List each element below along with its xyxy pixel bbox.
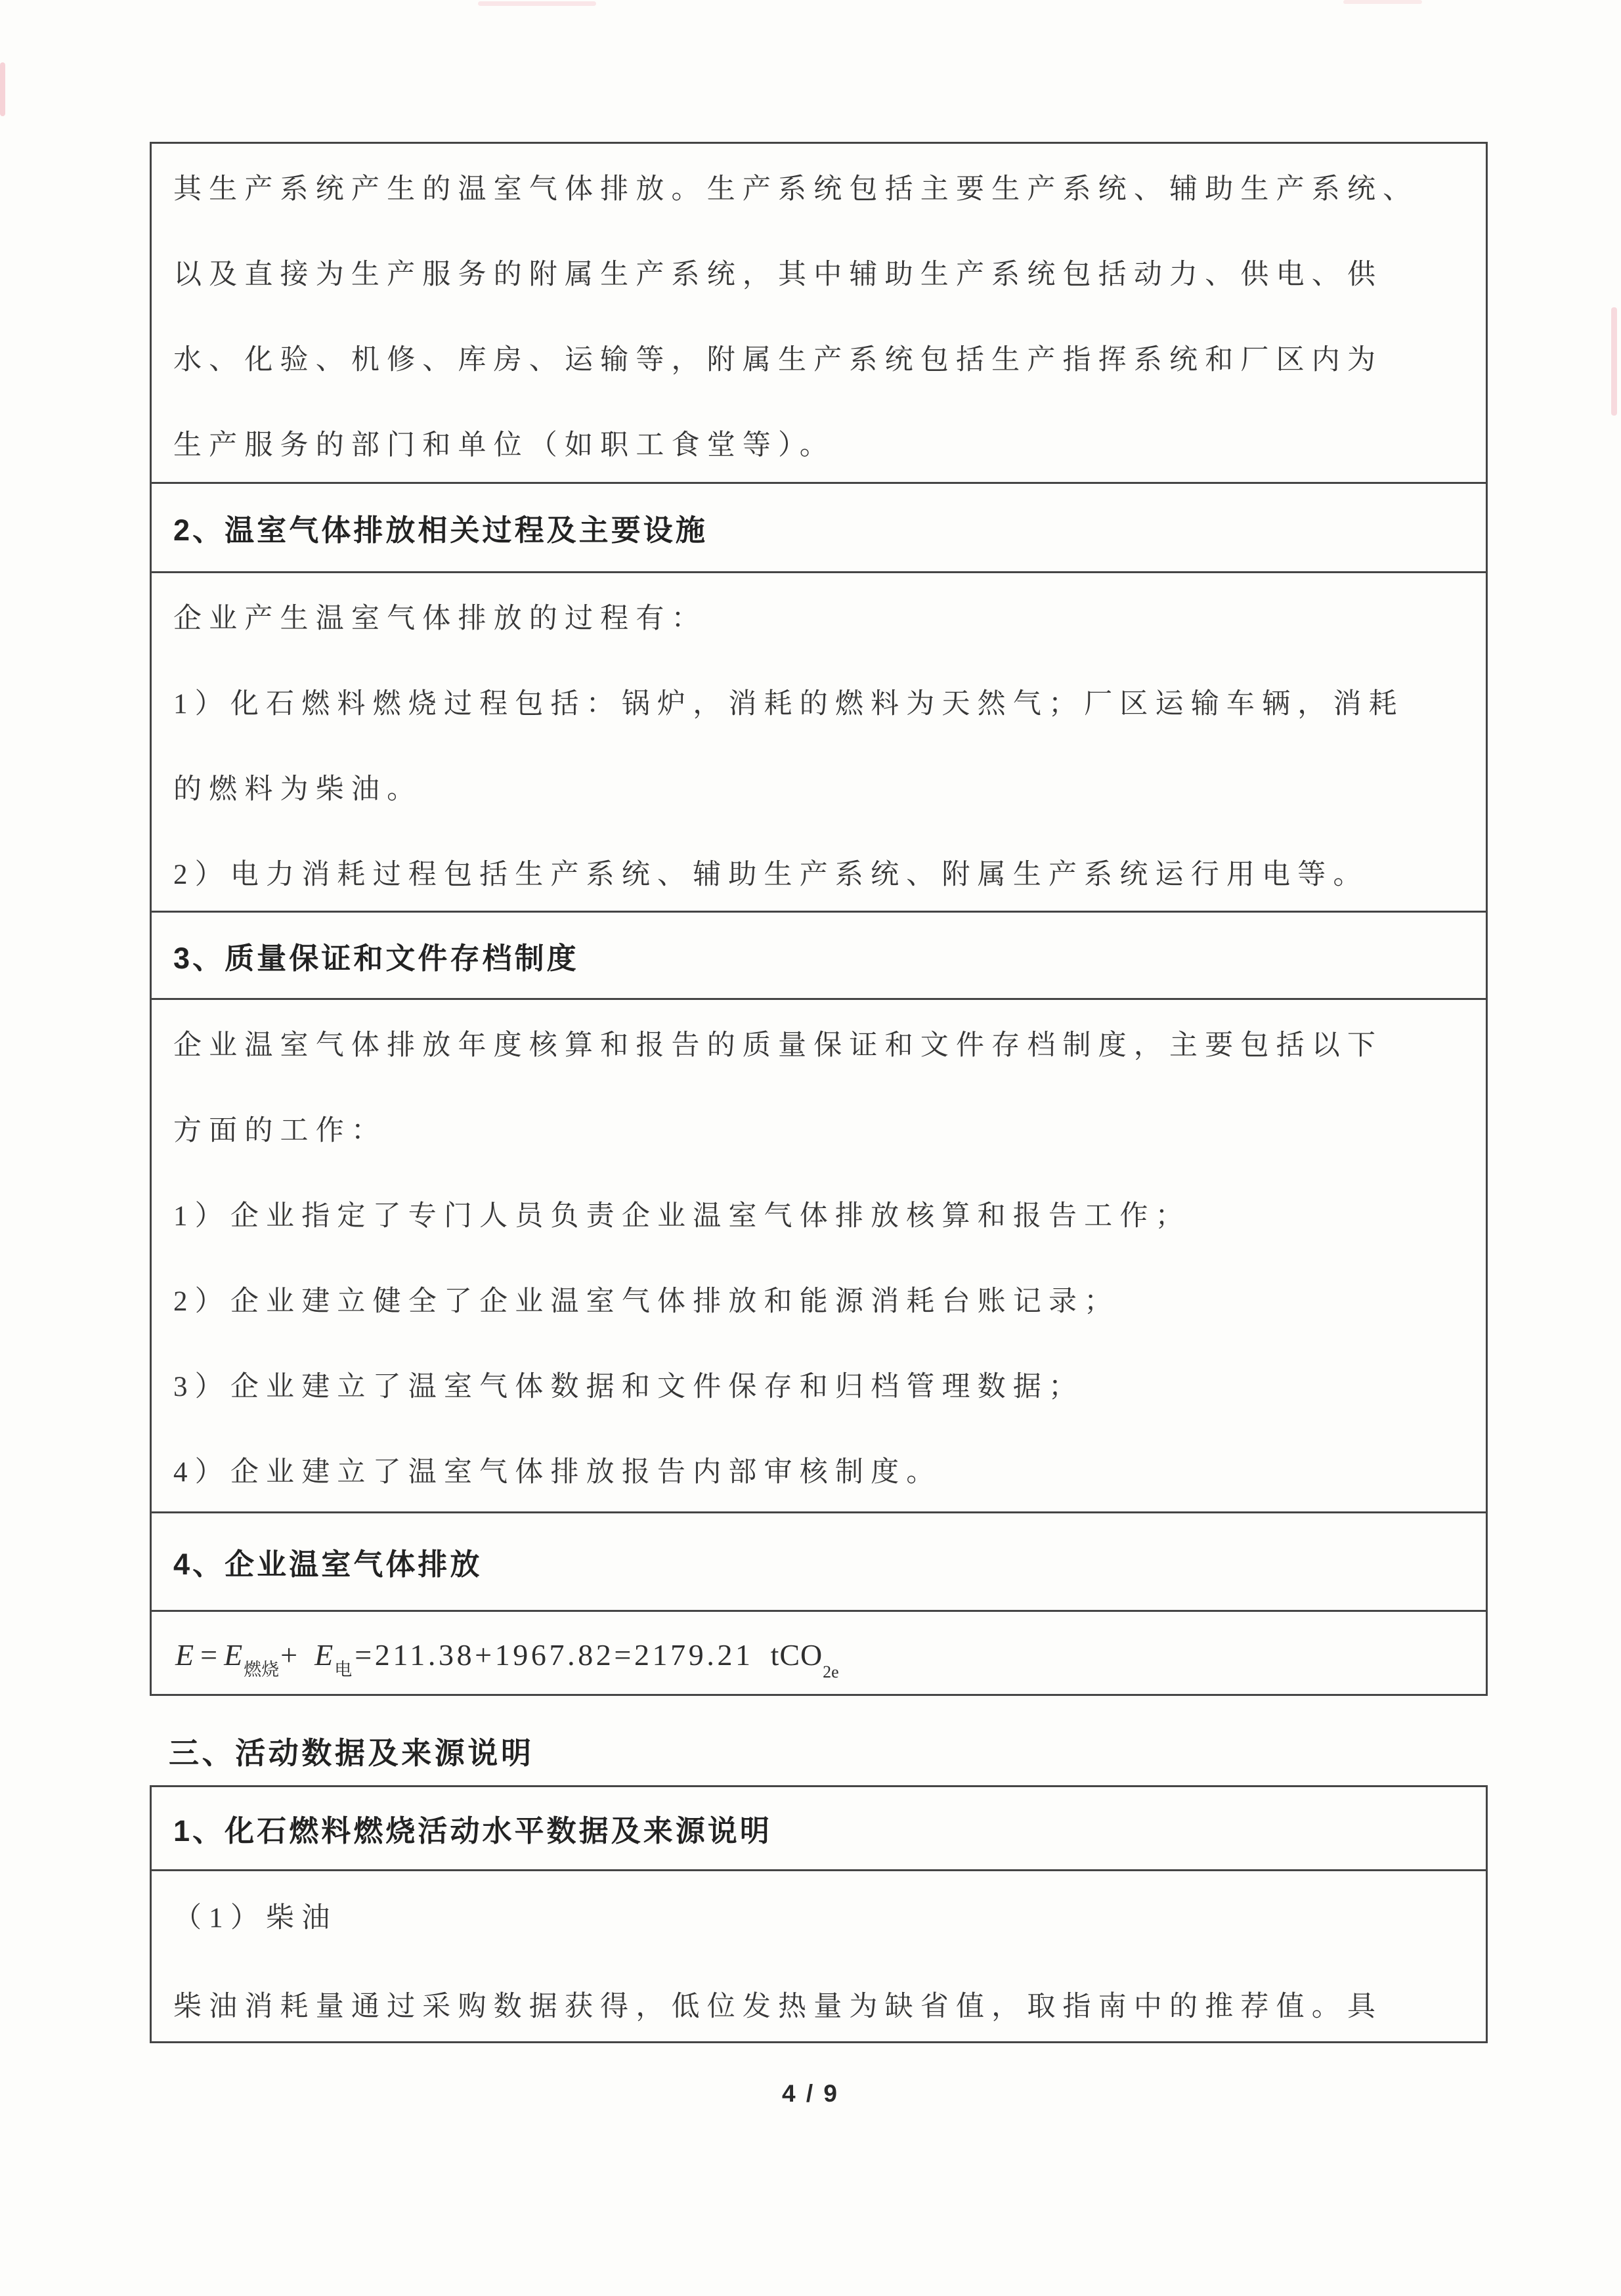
section-header-row-4: [152, 1513, 1486, 1612]
paragraph-line: 3）企业建立了温室气体数据和文件保存和归档管理数据；: [173, 1371, 1085, 1402]
paragraph-line: 柴油消耗量通过采购数据获得，低位发热量为缺省值，取指南中的推荐值。具: [173, 1991, 1383, 2022]
paragraph-line: 4）企业建立了温室气体排放报告内部审核制度。: [173, 1456, 942, 1488]
formula-equals: =: [200, 1638, 218, 1672]
formula-e-elec: E: [314, 1638, 334, 1672]
table-row-emission-processes: [152, 573, 1486, 913]
table-row-qa-measures: [152, 1000, 1486, 1513]
emission-formula-row: [152, 1612, 1486, 1696]
formula-unit-subscript: 2e: [823, 1662, 839, 1681]
paragraph-line: （1）柴油: [173, 1903, 337, 1934]
page-number: 4 / 9: [782, 2080, 839, 2107]
section-header-text: 4、企业温室气体排放: [173, 1548, 483, 1581]
ghg-report-table-1: [150, 142, 1488, 1696]
paragraph-line: 其生产系统产生的温室气体排放。生产系统包括主要生产系统、辅助生产系统、: [173, 173, 1419, 205]
paragraph-line: 水、化验、机修、库房、运输等，附属生产系统包括生产指挥系统和厂区内为: [173, 344, 1383, 376]
section-header-row-fossil-fuel: [152, 1787, 1486, 1871]
table-row-diesel: [152, 1871, 1486, 2043]
section-header-text: 1、化石燃料燃烧活动水平数据及来源说明: [173, 1814, 772, 1848]
paragraph-line: 2）电力消耗过程包括生产系统、辅助生产系统、附属生产系统运行用电等。: [173, 859, 1369, 890]
paragraph-line: 1）企业指定了专门人员负责企业温室气体排放核算和报告工作；: [173, 1200, 1191, 1232]
paragraph-line: 生产服务的部门和单位（如职工食堂等）。: [173, 429, 835, 461]
formula-e-total: E: [175, 1638, 194, 1672]
scan-artifact-top-right: [1343, 0, 1422, 4]
formula-plus: +: [280, 1638, 298, 1672]
section-header-text: 2、温室气体排放相关过程及主要设施: [173, 513, 708, 547]
activity-data-table: [150, 1785, 1488, 2043]
formula-subscript-elec: 电: [334, 1660, 353, 1679]
paragraph-line: 1）化石燃料燃烧过程包括：锅炉，消耗的燃料为天然气；厂区运输车辆，消耗: [173, 688, 1404, 720]
scan-artifact-left: [0, 62, 5, 116]
paragraph-line: 以及直接为生产服务的附属生产系统，其中辅助生产系统包括动力、供电、供: [173, 259, 1383, 290]
formula-e-burn: E: [224, 1638, 243, 1672]
section-header-row-3: [152, 913, 1486, 1000]
formula-subscript-burn: 燃烧: [244, 1660, 280, 1679]
section-header-row-2: [152, 484, 1486, 573]
table-row-paragraph-scope: [152, 144, 1486, 484]
scan-artifact-top: [478, 1, 596, 6]
section-header-text: 3、质量保证和文件存档制度: [173, 941, 579, 975]
paragraph-line: 方面的工作：: [173, 1115, 387, 1146]
formula-unit: tCO: [770, 1638, 823, 1672]
paragraph-line: 企业温室气体排放年度核算和报告的质量保证和文件存档制度，主要包括以下: [173, 1029, 1383, 1061]
section-heading-activity-data: 三、活动数据及来源说明: [169, 1736, 534, 1770]
paragraph-line: 的燃料为柴油。: [173, 773, 423, 805]
formula-values: =211.38+1967.82=2179.21: [355, 1638, 754, 1672]
paragraph-line: 企业产生温室气体排放的过程有：: [173, 603, 707, 634]
scan-artifact-right: [1611, 307, 1617, 416]
paragraph-line: 2）企业建立健全了企业温室气体排放和能源消耗台账记录；: [173, 1286, 1120, 1317]
